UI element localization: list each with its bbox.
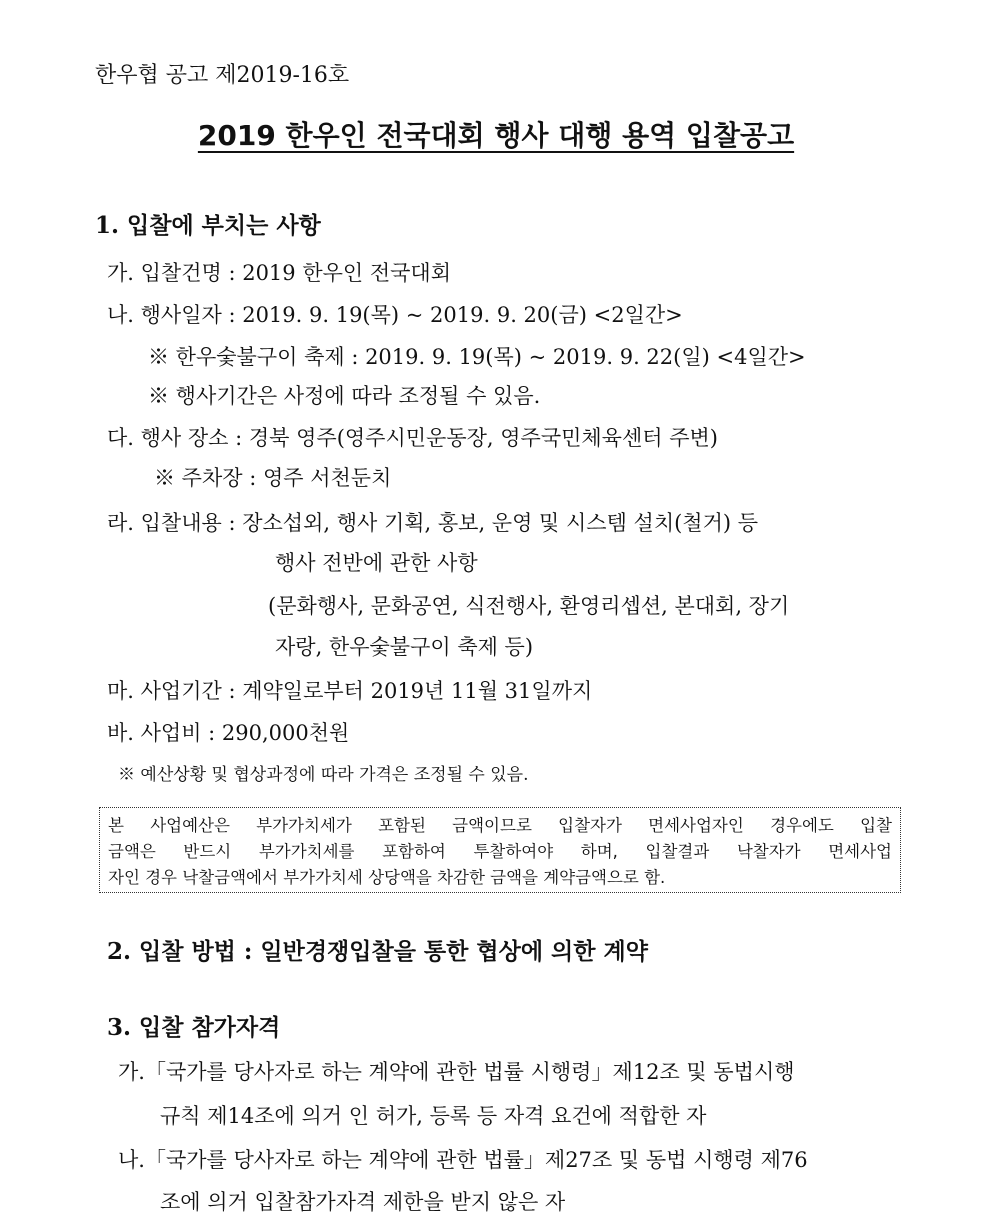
item-bid-content-line2: 행사 전반에 관한 사항 — [275, 551, 478, 575]
section2-heading: 2. 입찰 방법 : 일반경쟁입찰을 통한 협상에 의한 계약 — [107, 938, 648, 965]
qualification-a-line2: 규칙 제14조에 의거 인 허가, 등록 등 자격 요건에 적합한 자 — [160, 1104, 707, 1128]
item-bid-name: 가. 입찰건명 : 2019 한우인 전국대회 — [107, 261, 452, 285]
qualification-b-line2: 조에 의거 입찰참가자격 제한을 받지 않은 자 — [160, 1190, 566, 1214]
section1-heading: 1. 입찰에 부치는 사항 — [95, 212, 321, 239]
vat-notice-line: 금액은 반드시 부가가치세를 포함하여 투찰하여야 하며, 입찰결과 낙찰자가 면세사업 — [108, 842, 892, 861]
note-parking: ※ 주차장 : 영주 서천둔치 — [154, 466, 392, 490]
vat-notice-box — [99, 807, 901, 893]
item-bid-content-line4: 자랑, 한우숯불구이 축제 등) — [275, 635, 534, 659]
item-event-date: 나. 행사일자 : 2019. 9. 19(목) ~ 2019. 9. 20(금) <2일간> — [107, 303, 683, 327]
note-schedule-adjust: ※ 행사기간은 사정에 따라 조정될 수 있음. — [148, 384, 541, 408]
item-venue: 다. 행사 장소 : 경북 영주(영주시민운동장, 영주국민체육센터 주변) — [107, 426, 718, 450]
note-price-adjust: ※ 예산상황 및 협상과정에 따라 가격은 조정될 수 있음. — [118, 765, 529, 785]
qualification-b: 나.「국가를 당사자로 하는 계약에 관한 법률」제27조 및 동법 시행령 제76 — [118, 1148, 808, 1172]
item-project-period: 마. 사업기간 : 계약일로부터 2019년 11월 31일까지 — [107, 679, 593, 703]
note-bbq-festival: ※ 한우숯불구이 축제 : 2019. 9. 19(목) ~ 2019. 9. 22(일) <4일간> — [148, 345, 806, 369]
item-bid-content-line3: (문화행사, 문화공연, 식전행사, 환영리셉션, 본대회, 장기 — [268, 594, 790, 618]
qualification-a: 가.「국가를 당사자로 하는 계약에 관한 법률 시행령」제12조 및 동법시행 — [118, 1060, 795, 1084]
item-bid-content: 라. 입찰내용 : 장소섭외, 행사 기획, 홍보, 운영 및 시스템 설치(철거) 등 — [107, 511, 759, 535]
document-title — [0, 118, 992, 154]
vat-notice-line: 본 사업예산은 부가가치세가 포함된 금액이므로 입찰자가 면세사업자인 경우에도 입찰 — [108, 816, 892, 835]
notice-number: 한우협 공고 제2019-16호 — [95, 63, 350, 88]
item-project-budget: 바. 사업비 : 290,000천원 — [107, 721, 350, 745]
section3-heading: 3. 입찰 참가자격 — [107, 1014, 281, 1041]
vat-notice-line: 자인 경우 낙찰금액에서 부가가치세 상당액을 차감한 금액을 계약금액으로 함. — [108, 868, 666, 887]
document-title-text: 2019 한우인 전국대회 행사 대행 용역 입찰공고 — [197, 119, 795, 152]
